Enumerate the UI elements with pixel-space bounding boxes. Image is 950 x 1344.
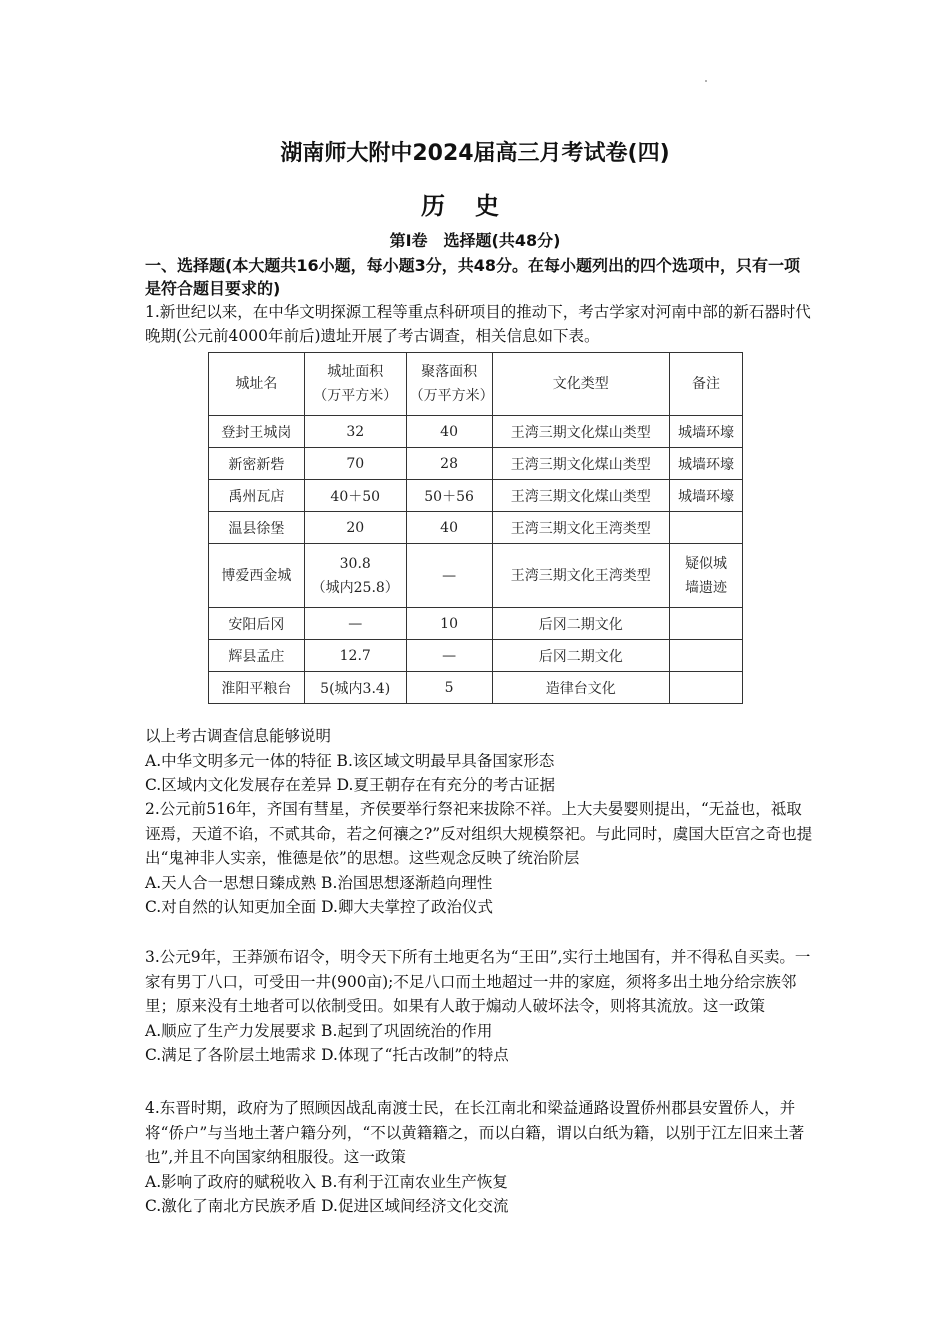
cell-culture: 造律台文化 xyxy=(492,672,670,704)
question-1-stem: 1.新世纪以来，在中华文明探源工程等重点科研项目的推动下，考古学家对河南中部的新石器时代晚期(公元前4000年前后)遗址开展了考古调查，相关信息如下表。 xyxy=(145,303,811,345)
cell-city-area: 12.7 xyxy=(304,640,406,672)
table-row xyxy=(209,640,743,672)
cell-city-area: 32 xyxy=(304,416,406,448)
table-row xyxy=(209,608,743,640)
cell-note: 城墙环壕 xyxy=(670,416,743,448)
cell-city-area: 40＋50 xyxy=(304,480,406,512)
table-row xyxy=(209,544,743,608)
option-line: A.顺应了生产力发展要求 B.起到了巩固统治的作用 xyxy=(145,1021,493,1040)
cell-culture: 王湾三期文化王湾类型 xyxy=(492,512,670,544)
cell-settlement-area: 40 xyxy=(406,416,492,448)
cell-culture: 后冈二期文化 xyxy=(492,608,670,640)
question-4 xyxy=(145,1096,813,1219)
scan-speck xyxy=(705,80,707,82)
cell-city-area: 20 xyxy=(304,512,406,544)
option-line: A.天人合一思想日臻成熟 B.治国思想逐渐趋向理性 xyxy=(145,873,493,892)
cell-settlement-area: 10 xyxy=(406,608,492,640)
cell-culture: 王湾三期文化煤山类型 xyxy=(492,448,670,480)
question-2 xyxy=(145,797,813,920)
cell-note xyxy=(670,640,743,672)
cell-site: 禹州瓦店 xyxy=(209,480,305,512)
table-row xyxy=(209,416,743,448)
section-instructions: 一、选择题(本大题共16小题，每小题3分，共48分。在每小题列出的四个选项中，只有一项是符合题目要求的) xyxy=(145,256,800,298)
col-header-city-area xyxy=(304,353,406,416)
cell-settlement-area: — xyxy=(406,640,492,672)
cell-site: 辉县孟庄 xyxy=(209,640,305,672)
header-line: 城址面积 xyxy=(327,364,384,380)
cell-note xyxy=(670,512,743,544)
cell-note: 城墙环壕 xyxy=(670,480,743,512)
option-line: A.影响了政府的赋税收入 B.有利于江南农业生产恢复 xyxy=(145,1172,508,1191)
option-line: C.对自然的认知更加全面 D.卿大夫掌控了政治仪式 xyxy=(145,898,493,916)
cell-culture: 王湾三期文化煤山类型 xyxy=(492,480,670,512)
cell-note xyxy=(670,672,743,704)
header-unit: （万平方米） xyxy=(313,388,398,404)
cell-site: 温县徐堡 xyxy=(209,512,305,544)
cell-line: 30.8 xyxy=(339,555,371,572)
cell-line: （城内25.8） xyxy=(311,579,399,596)
cell-settlement-area: 5 xyxy=(406,672,492,704)
option-line: A.中华文明多元一体的特征 B.该区域文明最早具备国家形态 xyxy=(145,751,555,770)
cell-note xyxy=(670,544,743,608)
cell-city-area: — xyxy=(304,608,406,640)
table-row xyxy=(209,672,743,704)
cell-city-area: 5(城内3.4) xyxy=(304,672,406,704)
question-1-prompt: 以上考古调查信息能够说明 xyxy=(145,727,332,745)
cell-settlement-area: 50＋56 xyxy=(406,480,492,512)
exam-title: 湖南师大附中2024届高三月考试卷(四) xyxy=(280,141,670,166)
cell-line: 墙遗迹 xyxy=(685,579,728,596)
col-header-culture: 文化类型 xyxy=(492,353,670,416)
col-header-site: 城址名 xyxy=(209,353,305,416)
part-heading: 第Ⅰ卷 选择题(共48分) xyxy=(389,231,561,250)
cell-culture: 王湾三期文化王湾类型 xyxy=(492,544,670,608)
option-line: C.满足了各阶层土地需求 D.体现了“托古改制”的特点 xyxy=(145,1046,509,1064)
question-4-stem: 4.东晋时期，政府为了照顾因战乱南渡士民，在长江南北和梁益通路设置侨州郡县安置侨人，并将“侨户”与当地土著户籍分列，“不以黄籍籍之，而以白籍，谓以白纸为籍，以别于江左旧来土著也”,并且不向国家纳租服役。这一政策 xyxy=(145,1099,805,1166)
cell-culture: 后冈二期文化 xyxy=(492,640,670,672)
cell-city-area: 70 xyxy=(304,448,406,480)
table-row xyxy=(209,480,743,512)
cell-site: 淮阳平粮台 xyxy=(209,672,305,704)
cell-site: 新密新砦 xyxy=(209,448,305,480)
subject-heading: 历史 xyxy=(421,192,529,220)
question-3 xyxy=(145,945,813,1068)
table-row xyxy=(209,448,743,480)
table-row xyxy=(209,512,743,544)
cell-line: 疑似城 xyxy=(685,555,728,572)
cell-settlement-area: 28 xyxy=(406,448,492,480)
question-2-stem: 2.公元前516年，齐国有彗星，齐侯要举行祭祀来拔除不祥。上大夫晏婴则提出，“无益也，祗取诬焉，天道不谄，不贰其命，若之何禳之?”反对组织大规模祭祀。与此同时，虞国大臣宫之奇也提出“鬼神非人实亲，惟德是依”的思想。这些观念反映了统治阶层 xyxy=(145,800,813,867)
table-header-row xyxy=(209,353,743,416)
col-header-settlement-area xyxy=(406,353,492,416)
option-line: C.激化了南北方民族矛盾 D.促进区域间经济文化交流 xyxy=(145,1197,509,1215)
cell-settlement-area: — xyxy=(406,544,492,608)
question-3-stem: 3.公元9年，王莽颁布诏令，明令天下所有土地更名为“王田”,实行土地国有，并不得私自买卖。一家有男丁八口，可受田一井(900亩);不足八口而土地超过一井的家庭，须将多出土地分给宗族邻里；原来没有土地者可以依制受田。如果有人敢于煽动人破坏法令，则将其流放。这一政策 xyxy=(145,948,811,1015)
cell-site: 安阳后冈 xyxy=(209,608,305,640)
archaeology-table xyxy=(208,352,743,704)
col-header-note: 备注 xyxy=(670,353,743,416)
header-unit: （万平方米） xyxy=(409,388,494,404)
cell-note xyxy=(670,608,743,640)
question-1-options xyxy=(145,724,813,798)
cell-settlement-area: 40 xyxy=(406,512,492,544)
cell-site: 博爱西金城 xyxy=(209,544,305,608)
cell-city-area xyxy=(304,544,406,608)
header-line: 聚落面积 xyxy=(421,364,478,380)
option-line: C.区域内文化发展存在差异 D.夏王朝存在有充分的考古证据 xyxy=(145,776,555,794)
cell-site: 登封王城岗 xyxy=(209,416,305,448)
cell-note: 城墙环壕 xyxy=(670,448,743,480)
cell-culture: 王湾三期文化煤山类型 xyxy=(492,416,670,448)
